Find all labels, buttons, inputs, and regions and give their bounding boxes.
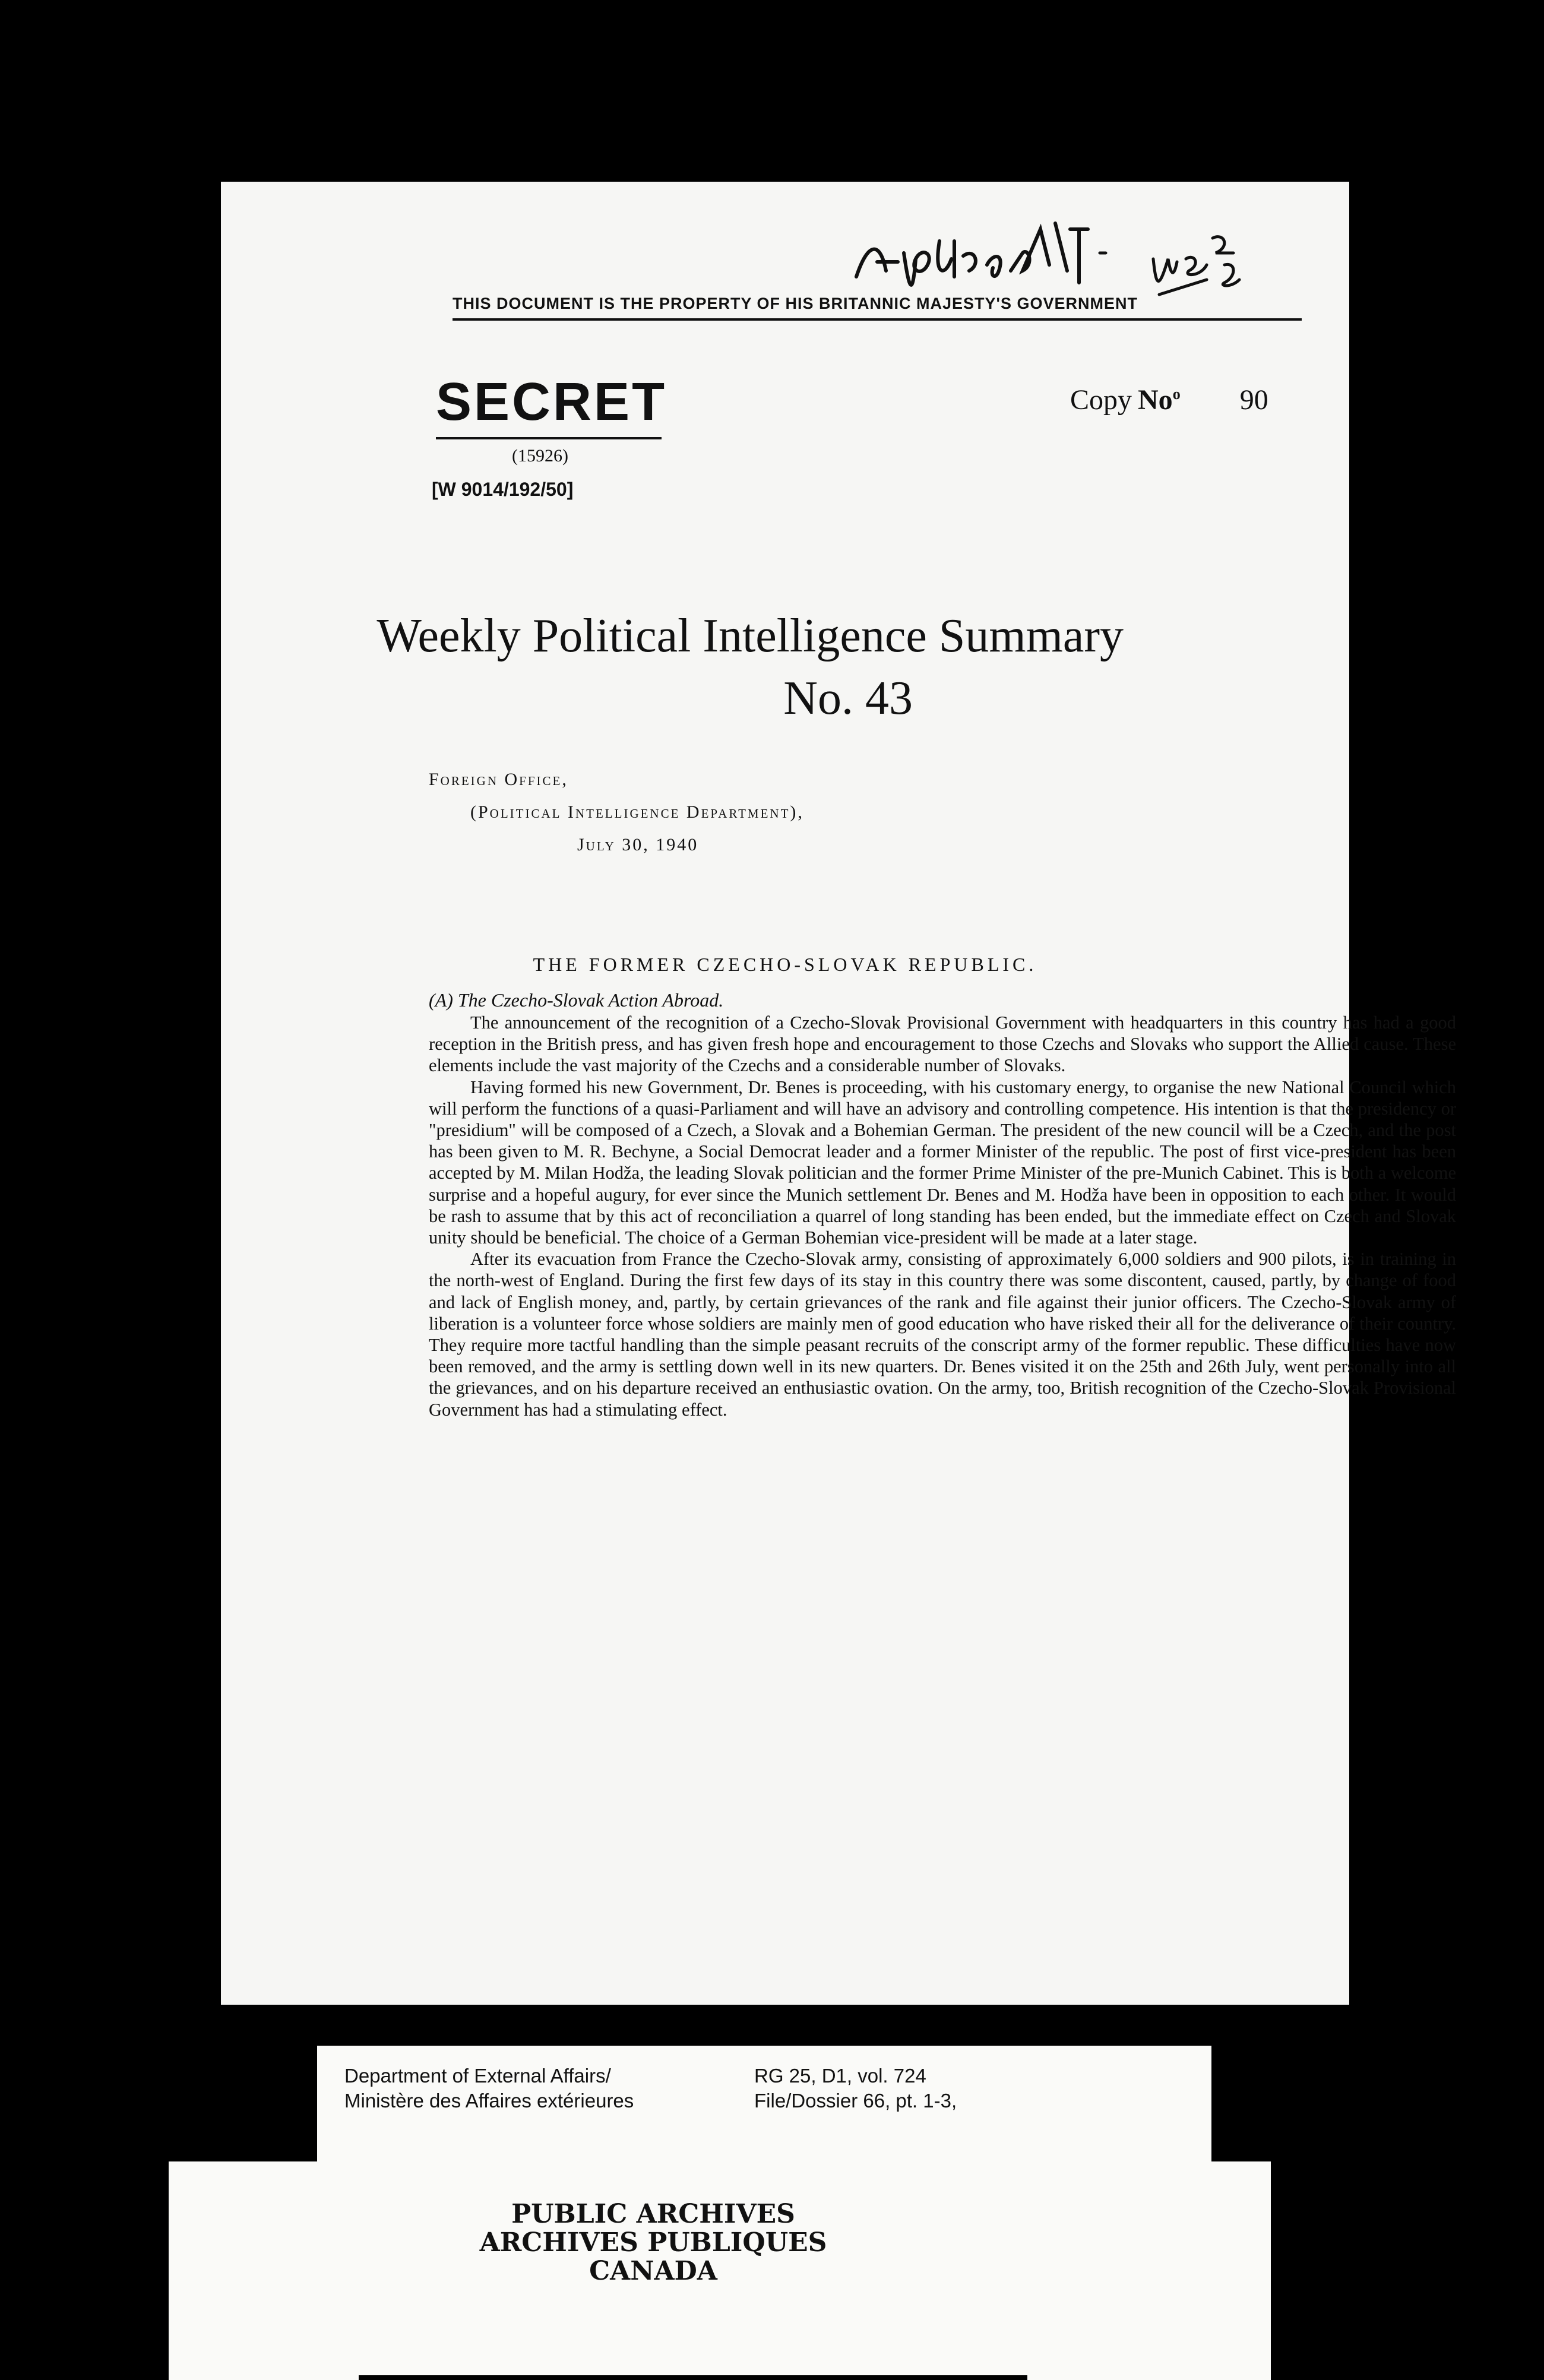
archives-french: ARCHIVES PUBLIQUES — [479, 2227, 827, 2258]
record-group: RG 25, D1, vol. 724 — [754, 2065, 926, 2087]
reference-code: [W 9014/192/50] — [432, 479, 574, 500]
department-french: Ministère des Affaires extérieures — [344, 2090, 634, 2112]
archives-country: CANADA — [589, 2256, 717, 2286]
archive-department — [344, 2063, 634, 2113]
archives-english: PUBLIC ARCHIVES — [511, 2199, 795, 2229]
copy-label: Copy — [1070, 384, 1132, 416]
property-line: THIS DOCUMENT IS THE PROPERTY OF HIS BRITANNIC MAJESTY'S GOVERNMENT — [453, 295, 1138, 312]
paragraph: The announcement of the recognition of a Czecho-Slovak Provisional Government with headquarters in this country has had a good reception in the British press, and has given fresh hope and encouragement to those Czechs and Slovaks who support the Allied cause. These elements include the vast majority of the Czechs and a considerable number of Slovaks. — [429, 1012, 1456, 1076]
reference-number: (15926) — [512, 446, 568, 466]
origin-department: (Political Intelligence Department), — [470, 802, 804, 822]
subsection-title: (A) The Czecho-Slovak Action Abroad. — [429, 989, 724, 1011]
body-text — [429, 1012, 1456, 1420]
paragraph: After its evacuation from France the Czecho-Slovak army, consisting of approximately 6,000 soldiers and 900 pilots, is in training in the north-west of England. During the first few days of its stay in this country there was some discontent, caused, partly, by change of food and lack of English money, and, partly, by certain grievances of the rank and file against their junior officers. The Czecho-Slovak army of liberation is a volunteer force whose soldiers are mainly men of good education who have risked their all for the deliverance of their country. They require more tactful handling than the simple peasant recruits of the conscript army of the former republic. These difficulties have now been removed, and the army is settling down well in its new quarters. Dr. Benes visited it on the 25th and 26th July, went personally into all the grievances, and on his departure received an enthusiastic ovation. On the army, too, British recognition of the Czecho-Slovak Provisional Government has had a stimulating effect. — [429, 1249, 1456, 1420]
department-english: Department of External Affairs/ — [344, 2065, 611, 2087]
classification-heading: SECRET — [436, 372, 667, 432]
document-page — [221, 182, 1456, 2005]
handwritten-annotation — [844, 198, 1260, 300]
origin-office: Foreign Office, — [429, 770, 568, 789]
copy-number: 90 — [1239, 384, 1268, 416]
document-title: Weekly Political Intelligence Summary — [376, 610, 1124, 662]
archive-reference — [754, 2063, 957, 2113]
paragraph: Having formed his new Government, Dr. Benes is proceeding, with his customary energy, to organise the new National Council which will perform the functions of a quasi-Parliament and will have an advisory and controlling competence. His intention is that the presidency or "presidium" will be composed of a Czech, a Slovak and a Bohemian German. The president of the new council will be a Czech, and the post has been given to M. R. Bechyne, a Social Democrat leader and a former Minister of the republic. The post of first vice-president has been accepted by M. Milan Hodža, the leading Slovak politician and the former Prime Minister of the pre-Munich Cabinet. This is both a welcome surprise and a hopeful augury, for ever since the Munich settlement Dr. Benes and M. Hodža have been in opposition to each other. It would be rash to assume that by this act of reconciliation a quarrel of long standing has been ended, but the immediate effect on Czech and Slovak unity should be beneficial. The choice of a German Bohemian vice-president will be made at a later stage. — [429, 1077, 1456, 1248]
svg-text:App. No. 2 "A" No. 25/6: App. No. 2 "A" No. 25/6 — [844, 198, 939, 208]
classification-rule — [436, 437, 662, 439]
section-title: THE FORMER CZECHO-SLOVAK REPUBLIC. — [533, 954, 1037, 975]
copy-no-label: No$^o$ — [1138, 384, 1181, 416]
document-number: No. 43 — [783, 672, 913, 724]
copy-number-line — [1070, 384, 1268, 416]
archives-name — [0, 2200, 1306, 2286]
property-rule — [453, 318, 1302, 321]
origin-date: July 30, 1940 — [577, 835, 699, 854]
file-dossier: File/Dossier 66, pt. 1-3, — [754, 2090, 957, 2112]
